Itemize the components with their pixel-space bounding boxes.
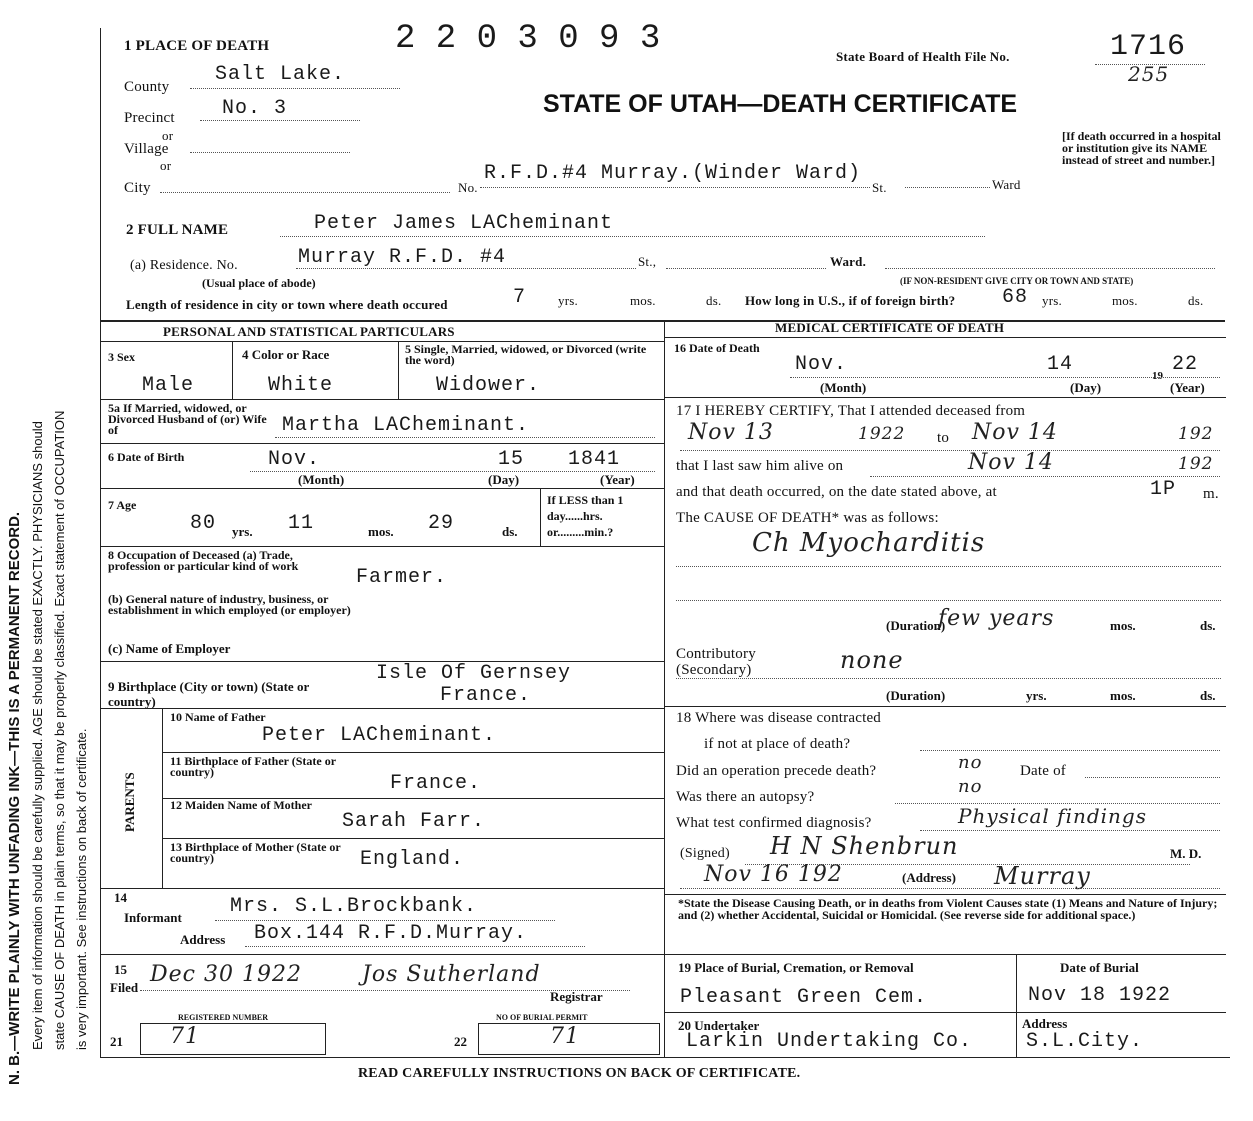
city-label: City (124, 180, 151, 196)
place-address: R.F.D.#4 Murray.(Winder Ward) (484, 162, 862, 185)
burial-permit: 71 (550, 1024, 580, 1049)
us-label: How long in U.S., if of foreign birth? (745, 293, 956, 308)
filed-date: Dec 30 1922 (150, 962, 302, 987)
column-divider (664, 320, 665, 1057)
death-year: 22 (1172, 353, 1199, 376)
death-time: 1P (1150, 478, 1177, 501)
attended-to: Nov 14 (972, 420, 1058, 445)
registrar-signature: Jos Sutherland (362, 962, 541, 987)
cause-duration: few years (938, 606, 1055, 631)
length-label: Length of residence in city or town where death occured (126, 297, 448, 312)
undertaker-value: Larkin Undertaking Co. (686, 1030, 973, 1053)
side-note-3: state CAUSE OF DEATH in plain terms, so that it may be properly classified. Exact statement of OCCUPATION (52, 410, 67, 1050)
informant-value: Mrs. S.L.Brockbank. (230, 895, 478, 918)
residence-value: Murray R.F.D. #4 (298, 246, 507, 269)
diagnosis-test: Physical findings (958, 804, 1148, 828)
serial-number: 2 2 0 3 0 9 3 (395, 20, 661, 58)
county-label: County (124, 79, 170, 95)
page-title: STATE OF UTAH—DEATH CERTIFICATE (543, 90, 1018, 118)
color-value: White (268, 374, 334, 397)
file-number: 1716 (1110, 30, 1187, 64)
place-label: 1 PLACE OF DEATH (124, 38, 270, 54)
file-subnumber: 255 (1128, 62, 1170, 86)
burial-place: Pleasant Green Cem. (680, 986, 928, 1009)
birthplace-value: Isle Of Gernsey (376, 662, 572, 685)
registered-number-box (140, 1023, 326, 1055)
side-note-4: is very important. See instructions on back of certificate. (74, 728, 89, 1050)
bottom-border (100, 1057, 1230, 1058)
signed-date: Nov 16 192 (704, 862, 843, 887)
operation-answer: no (958, 752, 983, 773)
father-value: Peter LACheminant. (262, 724, 497, 747)
occupation-value: Farmer. (356, 566, 448, 589)
hospital-note: [If death occurred in a hospital or institution give its NAME instead of street and number.] (1062, 129, 1221, 167)
village-label: Village (124, 141, 169, 157)
status-value: Widower. (436, 374, 541, 397)
registered-number: 71 (170, 1024, 200, 1049)
physician-address: Murray (994, 862, 1091, 890)
side-note-1: N. B.—WRITE PLAINLY WITH UNFADING INK—THIS IS A PERMANENT RECORD. (6, 511, 23, 1085)
sex-value: Male (142, 374, 195, 397)
death-month: Nov. (795, 353, 848, 376)
spouse-value: Martha LACheminant. (282, 414, 530, 437)
residence-label: (a) Residence. No. (130, 258, 238, 273)
autopsy-answer: no (958, 776, 983, 797)
left-border (100, 28, 101, 1058)
fullname-value: Peter James LACheminant (314, 212, 614, 235)
precinct-value: No. 3 (222, 97, 288, 120)
contributory-cause: none (840, 646, 904, 674)
death-day: 14 (1047, 353, 1074, 376)
file-label: State Board of Health File No. (836, 49, 1010, 64)
undertaker-address: S.L.City. (1026, 1030, 1144, 1053)
mother-value: Sarah Farr. (342, 810, 486, 833)
burial-date: Nov 18 1922 (1028, 984, 1172, 1007)
footnote: *State the Disease Causing Death, or in deaths from Violent Causes state (1) Means and Nature of Injury; and (2) whether Accidental, Suicidal or Homicidal. (See reverse side for additional space.) (678, 896, 1218, 922)
footer-instructions: READ CAREFULLY INSTRUCTIONS ON BACK OF CERTIFICATE. (358, 1066, 801, 1081)
fullname-label: 2 FULL NAME (126, 222, 229, 238)
informant-address: Box.144 R.F.D.Murray. (254, 922, 528, 945)
side-note-2: Every item of information should be carefully supplied. AGE should be stated EXACTLY. PHYSICIANS should (30, 421, 45, 1050)
physician-signature: H N Shenbrun (770, 832, 959, 860)
parents-label: PARENTS (122, 772, 137, 832)
attended-from: Nov 13 (688, 420, 774, 445)
cause-of-death: Ch Myocharditis (752, 528, 986, 558)
last-seen: Nov 14 (968, 450, 1054, 475)
precinct-label: Precinct (124, 110, 175, 126)
personal-heading: PERSONAL AND STATISTICAL PARTICULARS (163, 324, 455, 339)
medical-heading: MEDICAL CERTIFICATE OF DEATH (775, 320, 1005, 335)
county-value: Salt Lake. (215, 63, 346, 86)
